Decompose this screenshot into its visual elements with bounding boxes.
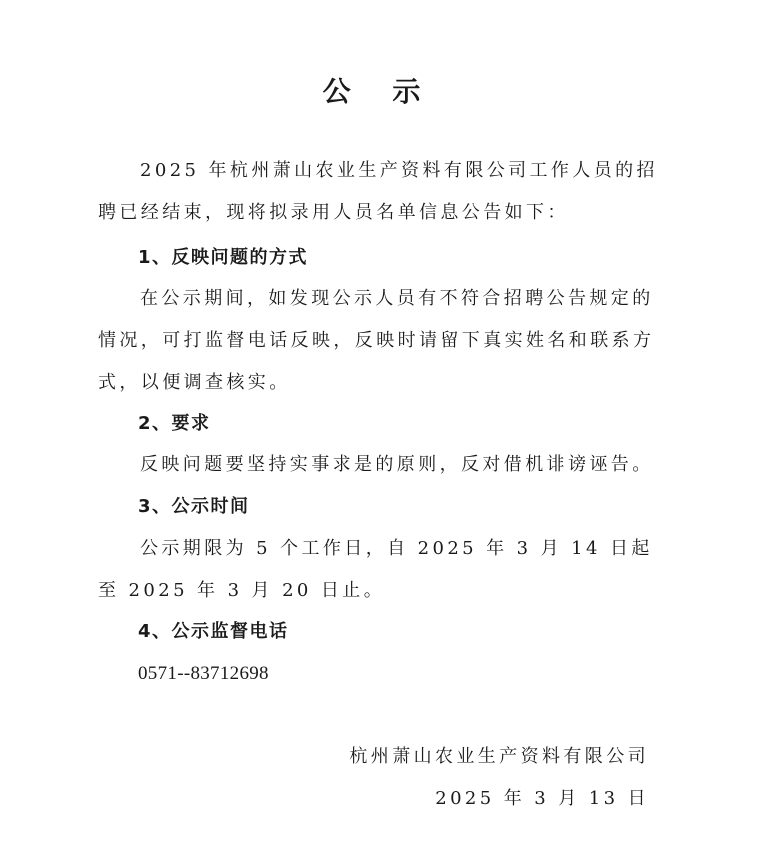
signature-organization: 杭州萧山农业生产资料有限公司 bbox=[349, 746, 649, 767]
section-heading-requirements: 2、要求 bbox=[138, 413, 211, 434]
supervision-phone-number: 0571--83712698 bbox=[138, 663, 269, 684]
intro-paragraph: 2025 年杭州萧山农业生产资料有限公司工作人员的招聘已经结束，现将拟录用人员名单信息公告如下： bbox=[98, 160, 658, 223]
section-heading-supervision-phone: 4、公示监督电话 bbox=[138, 621, 289, 642]
section-heading-publicity-period: 3、公示时间 bbox=[138, 496, 250, 517]
page-title: 公 示 bbox=[322, 75, 437, 108]
section-body-publicity-period: 公示期限为 5 个工作日，自 2025 年 3 月 14 日起至 2025 年 3 月 20 日止。 bbox=[98, 538, 653, 601]
section-heading-feedback-method: 1、反映问题的方式 bbox=[138, 247, 309, 268]
signature-date: 2025 年 3 月 13 日 bbox=[435, 788, 649, 809]
section-body-requirements: 反映问题要坚持实事求是的原则，反对借机诽谤诬告。 bbox=[140, 454, 654, 475]
section-body-feedback-method: 在公示期间，如发现公示人员有不符合招聘公告规定的情况，可打监督电话反映，反映时请留下真实姓名和联系方式，以便调查核实。 bbox=[98, 288, 655, 393]
